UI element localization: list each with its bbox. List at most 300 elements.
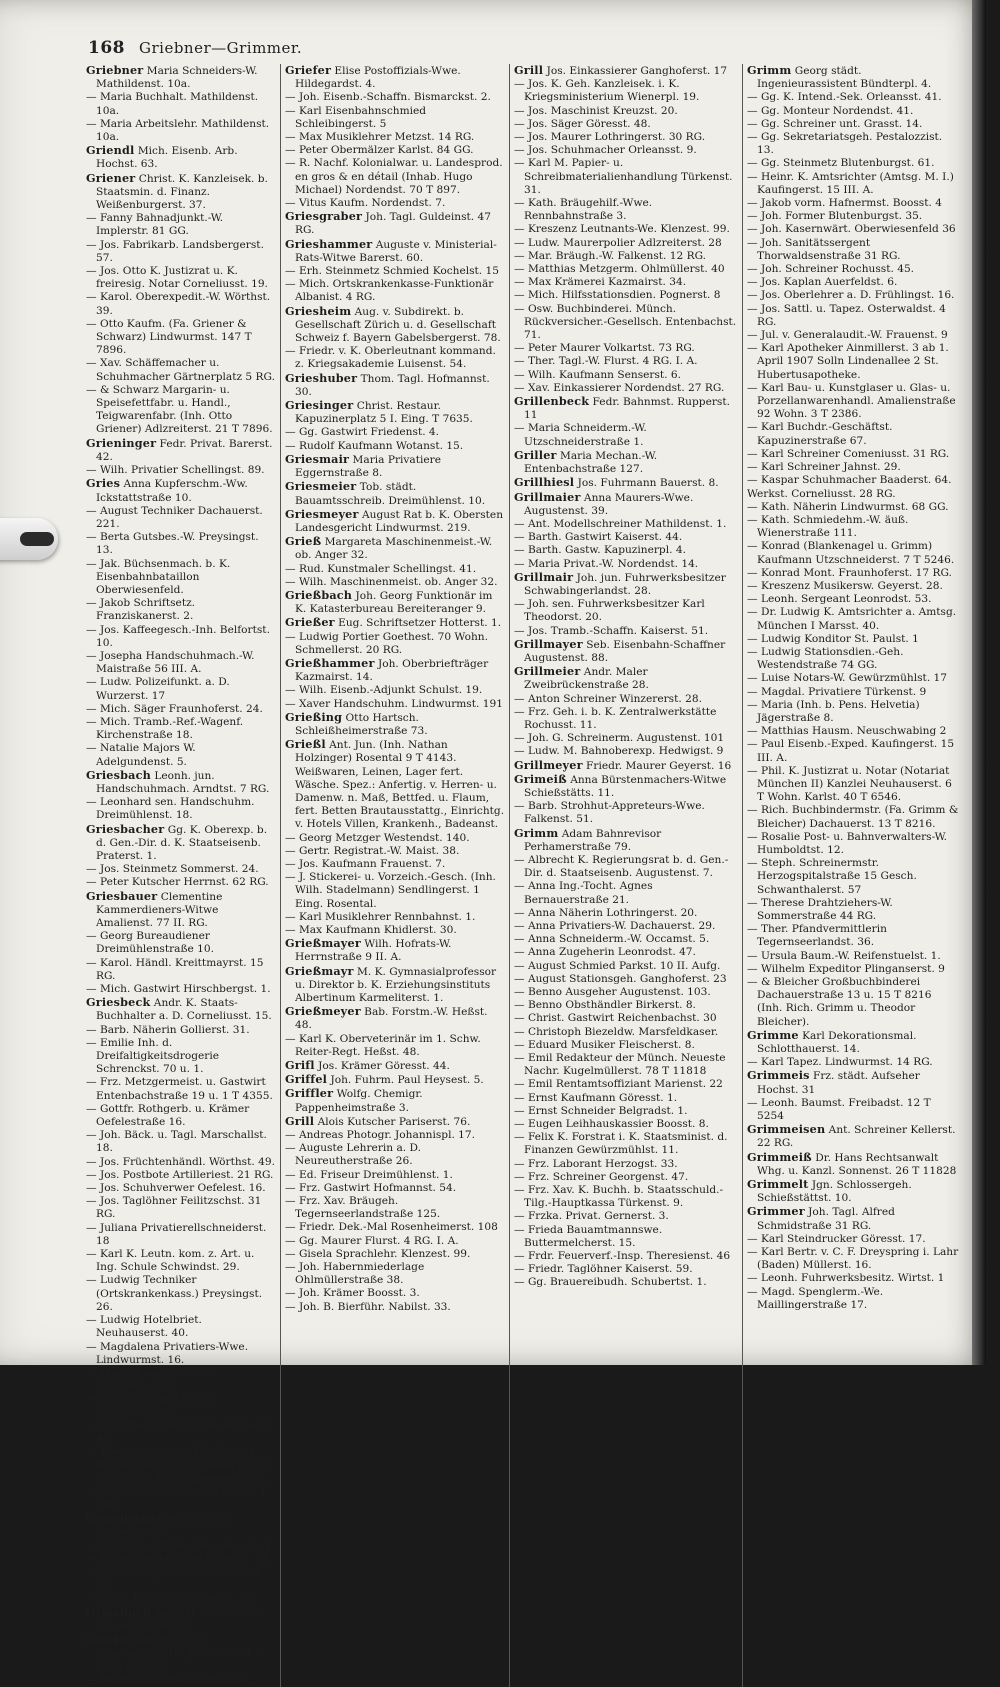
directory-entry-surname	[514, 476, 738, 490]
directory-entry-surname	[285, 1005, 505, 1032]
entry-text: — Ursula Baum.-W. Reifenstuelst. 1.	[747, 949, 941, 962]
entry-text: Karl Dekorationsmal. Schlotthauerst. 14.	[757, 1029, 917, 1056]
entry-text: — Anna Ing.-Tocht. Agnes Bernauerstraße 21.	[514, 880, 653, 906]
entry-text: Christ. K. Kanzleisek. b. Staatsmin. d. Finanz. Weißenburgerst. 37.	[96, 172, 268, 212]
directory-entry	[285, 345, 505, 371]
directory-entry	[86, 863, 276, 876]
surname: Griesberger	[86, 1511, 163, 1526]
entry-text: — Jakob vorm. Hafnermst. Boosst. 4	[747, 197, 942, 210]
directory-entry-surname	[86, 1512, 276, 1539]
directory-entry	[86, 291, 276, 317]
column-divider	[280, 64, 281, 1687]
directory-entry	[747, 1286, 959, 1312]
entry-text: Jos. Einkassierer Ganghoferst. 17	[546, 65, 728, 77]
surname: Grieninger	[86, 435, 157, 450]
entry-text: — Joh. Eisenb.-Schaffn. Bismarckst. 2.	[285, 91, 491, 104]
directory-entry-surname	[86, 172, 276, 213]
entry-text: — Joh. Former Blutenburgst. 35.	[747, 210, 923, 223]
directory-entry	[514, 999, 738, 1012]
entry-text: — Emilie Inh. d. Dreifaltigkeitsdrogerie Schrenckst. 70 u. 1.	[86, 1036, 220, 1076]
entry-text: — Mich. Gastwirt Hirschbergst. 1.	[86, 983, 271, 996]
entry-text: Frz. städt. Aufseher Hochst. 31	[757, 1070, 920, 1096]
running-title: Griebner—Grimmer.	[139, 39, 303, 57]
directory-entry	[86, 1222, 276, 1248]
entry-text: — Karol. Händl. Kreittmayrst. 15 RG.	[86, 956, 264, 982]
directory-entry	[747, 857, 959, 897]
directory-entry	[514, 598, 738, 624]
entry-text: — Gg. Gastwirt Friedenst. 4.	[285, 426, 440, 439]
entry-text: Thom. Tagl. Hofmannst. 30.	[295, 372, 490, 398]
surname: Grimmeis	[747, 1068, 810, 1083]
directory-entry	[86, 676, 276, 702]
directory-entry	[514, 1171, 738, 1184]
surname: Griesmeyer	[285, 506, 359, 521]
entry-text: — Frz. Laborant Herzogst. 33.	[514, 1157, 678, 1170]
entry-text: — Mich. Hilfsstationsdien. Pognerst. 8	[514, 289, 721, 302]
directory-entry	[86, 1420, 276, 1446]
directory-entry	[747, 672, 959, 685]
surname: Grieshammer	[285, 236, 373, 251]
directory-entry	[514, 800, 738, 826]
entry-text: — Maria Kassabotensw. Augustenst. 82	[86, 1366, 214, 1393]
entry-text: — Maria (Inh. b. Pens. Helvetia) Jägerstraße 8.	[747, 698, 920, 724]
entry-text: — Anton Schreiner Winzererst. 28.	[514, 692, 702, 705]
directory-entry	[285, 1301, 505, 1314]
entry-text: — Eugen Leihhauskassier Boosst. 8.	[514, 1118, 709, 1131]
directory-entry-surname	[86, 823, 276, 864]
directory-entry-surname	[514, 759, 738, 773]
entry-text: — Jakob Schriftsetz. Franziskanerst. 2.	[86, 597, 196, 623]
directory-entry	[747, 448, 959, 461]
entry-text: — Gg. Maurer Flurst. 4 RG. I. A.	[285, 1234, 459, 1247]
entry-text: — Mar. Bräugh.-W. Falkenst. 12 RG.	[514, 249, 707, 262]
entry-text: — Karl Musiklehrer Rennbahnst. 1.	[285, 910, 476, 923]
directory-entry	[285, 1261, 505, 1287]
entry-text: Joh. Fuhrm. Paul Heysest. 5.	[330, 1074, 484, 1087]
entry-text: Fedr. Privat. Barerst. 42.	[96, 437, 273, 463]
entry-text: Ant. Schreiner Kellerst. 22 RG.	[757, 1124, 956, 1150]
entry-text: Friedr. Maurer Geyerst. 16	[586, 759, 732, 772]
surname: Gries	[86, 476, 121, 491]
entry-text: — Frzka. Privat. Gernerst. 3.	[514, 1210, 669, 1223]
directory-entry	[514, 960, 738, 973]
directory-entry	[747, 580, 959, 593]
directory-entry	[285, 426, 505, 439]
directory-entry	[514, 907, 738, 920]
entry-text: — Kath. Bräugehilf.-Wwe. Rennbahnstraße 3.	[514, 197, 653, 223]
surname: Grießmeyer	[285, 1004, 361, 1019]
directory-entry	[514, 78, 738, 104]
entry-text: — & Endres (Brambach) Nachf. T 2561	[86, 1485, 267, 1511]
surname: Grifl	[285, 1058, 315, 1073]
directory-entry	[747, 289, 959, 302]
directory-entry	[285, 1195, 505, 1221]
directory-entry	[285, 1129, 505, 1142]
directory-entry	[747, 1233, 959, 1246]
entry-text: — Karl Buchdr.-Geschäftst. Kapuzinerstraße 67.	[747, 421, 893, 447]
entry-text: — Anna Schneiderm.-W. Occamst. 5.	[514, 933, 710, 946]
entry-text: — Frz. Xav. K. Buchh. b. Staatsschuld.-Tilg.-Hauptkassa Türkenst. 9.	[514, 1184, 724, 1210]
entry-text: — Bernh. Bäcker Gollierst. 16.	[86, 1673, 251, 1686]
directory-entry	[285, 832, 505, 845]
directory-entry	[285, 105, 505, 131]
entry-text: — Maria Putzmacherin Augustenst. 82.	[86, 1393, 210, 1419]
entry-text: — Joh. Habernmiederlage Ohlmüllerstraße 38.	[285, 1261, 425, 1287]
directory-entry-surname	[514, 827, 738, 854]
entry-text: — Karl M. Papier- u. Schreibmaterialienhandlung Türkenst. 31.	[514, 157, 733, 196]
entry-text: — Leonh. Baumst. Freibadst. 12 T 5254	[747, 1096, 931, 1123]
directory-entry	[747, 131, 959, 157]
entry-text: Anna Maurers-Wwe. Augustenst. 39.	[524, 491, 694, 517]
entry-text: — Josepha Handschuhmach.-W. Maistraße 56 III. A.	[86, 649, 255, 676]
directory-entry	[747, 804, 959, 830]
entry-text: — Friedr. Dek.-Mal Rosenheimerst. 108	[285, 1221, 498, 1234]
entry-text: — Peter Obermälzer Karlst. 84 GG.	[285, 144, 474, 157]
directory-entry-surname	[514, 665, 738, 692]
directory-entry	[285, 131, 505, 144]
directory-entry	[747, 461, 959, 474]
directory-entry	[86, 1103, 276, 1129]
entry-text: Dr. Hans Rechtsanwalt Whg. u. Kanzl. Sonnenst. 26 T 11828	[757, 1151, 957, 1177]
entry-text: — Wilh. Eisenb.-Adjunkt Schulst. 19.	[285, 684, 483, 697]
entry-text: — & Schwarz Margarin- u. Speisefettfabr. u. Handl., Teigwarenfabr. (Inh. Otto Griener) Adlzreiterst. 21 T 7896.	[86, 383, 273, 436]
directory-entry-surname	[514, 395, 738, 422]
entry-text: — Jos. Maschinist Kreuzst. 20.	[514, 104, 678, 117]
directory-entry	[514, 289, 738, 302]
surname: Griffel	[285, 1072, 328, 1087]
entry-text: — Hans Hausbesitzer Dieselst. 14.	[86, 1552, 272, 1565]
directory-entry	[285, 144, 505, 157]
entry-text: — Therese Drahtziehers-W. Sommerstraße 44 RG.	[747, 896, 893, 922]
surname: Grießbach	[285, 587, 353, 602]
directory-entry	[514, 1131, 738, 1157]
directory-entry	[86, 558, 276, 598]
directory-entry	[514, 250, 738, 263]
directory-entry-surname	[285, 1115, 505, 1129]
surname: Griebner	[86, 63, 144, 77]
directory-entry	[747, 474, 959, 487]
entry-text: — Maria Schneiderm.-W. Utzschneiderstraße 1.	[514, 422, 647, 448]
directory-entry	[285, 1248, 505, 1261]
directory-entry-surname	[285, 657, 505, 684]
entry-text: — Maria Privat.-W. Nordendst. 14.	[514, 557, 699, 570]
entry-text: — Erh. Steinmetz Schmied Kochelst. 15	[285, 265, 500, 278]
directory-entry-surname	[86, 477, 276, 504]
directory-entry	[514, 973, 738, 986]
directory-entry	[514, 531, 738, 544]
directory-entry	[86, 265, 276, 291]
directory-entry	[747, 329, 959, 342]
directory-entry	[86, 1024, 276, 1037]
entry-text: — Xaver Handschuhm. Lindwurmst. 191	[285, 697, 503, 710]
directory-entry	[747, 593, 959, 606]
entry-text: — Benno Ausgeher Augustenst. 103.	[514, 986, 711, 999]
entry-text: — Leonhard sen. Handschuhm. Dreimühlenst. 18.	[86, 796, 255, 822]
entry-text: — Wilh. Kaufmann Senserst. 6.	[514, 368, 682, 381]
directory-entry	[514, 118, 738, 131]
surname: Griesbacher	[86, 821, 165, 836]
directory-entry-surname	[747, 1123, 959, 1150]
directory-entry	[285, 91, 505, 104]
entry-text: — Berta Gutsbes.-W. Preysingst. 13.	[86, 531, 259, 557]
directory-entry	[514, 732, 738, 745]
directory-entry	[86, 703, 276, 716]
directory-entry-surname	[285, 965, 505, 1006]
directory-entry	[285, 631, 505, 657]
page-edge-shadow	[972, 0, 986, 1365]
entry-text: — Georg Metzger Westendst. 140.	[285, 831, 470, 844]
directory-entry	[285, 684, 505, 697]
directory-entry	[514, 105, 738, 118]
entry-text: Auguste v. Ministerial-Rats-Witwe Barerst. 60.	[295, 238, 497, 264]
directory-entry-surname	[285, 238, 505, 265]
entry-text: Maria Schneiders-W. Mathildenst. 10a.	[96, 65, 258, 91]
entry-text: — Konrad Mont. Fraunhoferst. 17 RG.	[747, 566, 952, 579]
entry-text: — Joh. Krämer Boosst. 3.	[285, 1287, 420, 1300]
directory-entry-surname	[285, 937, 505, 964]
surname: Grill	[514, 63, 544, 77]
directory-entry	[514, 946, 738, 959]
entry-text: M. K. Gymnasialprofessor u. Direktor b. K. Erziehungsinstituts Albertinum Karmeliterst. 1.	[295, 965, 497, 1005]
entry-text: — Jos. Postbote Artilleriest. 21 RG.	[86, 1168, 274, 1181]
entry-text: — Kreszenz Musikersw. Geyerst. 28.	[747, 579, 943, 592]
entry-text: Ant. Jun. (Inh. Nathan Holzinger) Rosental 9 T 4143. Weißwaren, Leinen, Lager fert. Wäsche. Spez.: Anfertig. v. Herren- u. Damenw. n. Maß, Bettfed. u. Flaum, fert. Betten Brautausstattg., Einrichtg. v. Hotels Villen, Krankenh., Badeanst.	[295, 739, 505, 831]
surname: Griener	[86, 170, 136, 185]
entry-text: Andr. K. Staats-Buchhalter a. D. Corneliusst. 15.	[96, 997, 272, 1023]
directory-entry	[86, 957, 276, 983]
entry-text: — Joh. G. Schreinerm. Augustenst. 101	[514, 732, 725, 745]
entry-text: — August Stationsgeh. Ganghoferst. 23	[514, 972, 727, 985]
directory-entry-surname	[747, 1069, 959, 1096]
directory-entry	[86, 1674, 276, 1687]
entry-text: — Karl Eisenbahnschmied Schleibingerst. 5	[285, 104, 427, 130]
entry-text: — Gottfr. Rothgerb. u. Krämer Oefelestraße 16.	[86, 1102, 250, 1129]
directory-entry	[86, 624, 276, 650]
directory-entry	[514, 1276, 738, 1289]
directory-entry	[285, 871, 505, 911]
directory-entry	[514, 706, 738, 732]
surname: Grieß	[285, 534, 322, 549]
entry-text: — R. Nachf. Kolonialwar. u. Landesprod. en gros & en détail (Inhab. Hugo Michael) Nordendst. 70 T 897.	[285, 157, 503, 196]
page-number: 168	[88, 38, 125, 58]
directory-entry	[747, 342, 959, 382]
directory-entry	[747, 963, 959, 976]
surname: Grießmayer	[285, 936, 361, 951]
entry-text: — Xav. Schäffemacher u. Schuhmacher Gärtnerplatz 5 RG.	[86, 357, 275, 383]
directory-entry	[747, 210, 959, 223]
column-divider	[742, 64, 743, 1687]
entry-text: — Jos. Maurer Lothringerst. 30 RG.	[514, 131, 706, 144]
directory-entry	[514, 1158, 738, 1171]
directory-entry	[86, 1393, 276, 1419]
directory-entry	[514, 518, 738, 531]
entry-text: — Jos. Taglöhner Feilitzschst. 31 RG.	[86, 1195, 262, 1221]
surname: Griesbauer	[86, 888, 158, 903]
directory-entry	[747, 303, 959, 329]
entry-text: — Jos. K. Geh. Kanzleisek. i. K. Kriegsministerium Wienerpl. 19.	[514, 78, 700, 104]
entry-text: — Frdr. Feuerverf.-Insp. Theresienst. 46	[514, 1250, 731, 1263]
entry-text: — Steph. Schreinermstr. Herzogspitalstraße 15 Gesch. Schwanthalerst. 57	[747, 857, 917, 896]
entry-text: Alois Kutscher Pariserst. 76.	[317, 1115, 471, 1128]
directory-entry	[86, 1182, 276, 1195]
entry-text: — Heinr. K. Amtsrichter (Amtsg. M. I.) Kaufingerst. 15 III. A.	[747, 170, 954, 196]
entry-text: Margareta Maschinenmeist.-W. ob. Anger 32.	[295, 536, 493, 562]
entry-text: — Frz. Geh. i. b. K. Zentralwerkstätte Rochusst. 11.	[514, 705, 717, 731]
entry-text: — Max Musiklehrer Metzst. 14 RG.	[285, 131, 475, 144]
surname: Griller	[514, 447, 557, 462]
entry-text: — Theodor Ofen- u. Herdlagerk. Hoflieferant Utzschneiderst. 2 T 822 Wohn. Utzschneiderst. 12.	[86, 1446, 270, 1485]
directory-entry-surname	[514, 571, 738, 598]
directory-entry	[514, 544, 738, 557]
directory-entry	[747, 382, 959, 422]
entry-text: — Joh. Kasernwärt. Oberwiesenfeld 36	[747, 223, 956, 236]
directory-entry-surname	[285, 711, 505, 738]
entry-text: — & Bleicher Großbuchbinderei Dachauerstraße 13 u. 15 T 8216 (Inh. Rich. Grimm u. Theodor Bleicher).	[747, 976, 932, 1028]
entry-text: — Friedr. Taglöhner Kaiserst. 59.	[514, 1263, 693, 1276]
entry-text: — Mich. Tramb.-Ref.-Wagenf. Kirchenstraße 18.	[86, 715, 244, 742]
surname: Grimmer	[747, 1204, 805, 1219]
directory-entry	[747, 633, 959, 646]
directory-entry	[86, 1540, 276, 1553]
entry-text: — Mich. Ortskrankenkasse-Funktionär Albanist. 4 RG.	[285, 278, 494, 304]
directory-entry	[514, 144, 738, 157]
entry-text: — Jos. Sattl. u. Tapez. Osterwaldst. 4 RG.	[747, 302, 946, 328]
binder-clip	[0, 518, 58, 560]
directory-entry-surname	[514, 638, 738, 665]
entry-text: — Jos. Tramb.-Schaffn. Kaiserst. 51.	[514, 624, 709, 637]
entry-text: — Gertr. Registrat.-W. Maist. 38.	[285, 844, 460, 857]
directory-entry-surname	[285, 738, 505, 831]
surname: Grießer	[285, 615, 335, 630]
directory-entry	[285, 1182, 505, 1195]
binder-clip-slot	[20, 532, 54, 546]
directory-entry	[747, 699, 959, 725]
directory-entry	[514, 157, 738, 197]
directory-entry	[285, 265, 505, 278]
directory-entry	[747, 105, 959, 118]
directory-entry	[747, 765, 959, 805]
directory-entry-surname	[285, 589, 505, 616]
surname: Griesheim	[285, 303, 352, 318]
directory-entry-surname	[747, 64, 959, 91]
surname: Griefer	[285, 63, 332, 77]
directory-entry-surname	[285, 372, 505, 399]
directory-entry	[747, 223, 959, 236]
directory-entry	[514, 276, 738, 289]
entry-text: — Emil Rentamtsoffiziant Marienst. 22	[514, 1078, 723, 1091]
entry-text: — Juliana Privatierellschneiderst. 18	[86, 1221, 267, 1247]
entry-text: — Luise Notars-W. Gewürzmühlst. 17	[747, 672, 948, 685]
entry-text: — Barth. Gastwirt Kaiserst. 44.	[514, 531, 683, 544]
directory-entry	[514, 197, 738, 223]
surname: Grimmeiß	[747, 1149, 812, 1164]
entry-text: — Phil. K. Justizrat u. Notar (Notariat München II) Kanzlei Neuhauserst. 6 T Wohn. Karlst. 40 T 6546.	[747, 764, 952, 804]
directory-entry-surname	[285, 480, 505, 507]
entry-text: — Ludw. Polizeifunkt. a. D. Wurzerst. 17	[86, 676, 230, 702]
directory-entry	[747, 567, 959, 580]
directory-entry-surname	[285, 399, 505, 426]
entry-text: — August Schmied Parkst. 10 II. Aufg.	[514, 959, 721, 972]
entry-text: — Ant. Modellschreiner Mathildenst. 1.	[514, 517, 727, 530]
entry-text: — Ludwig Techniker (Ortskrankenkass.) Preysingst. 26.	[86, 1274, 263, 1313]
directory-entry	[86, 1566, 276, 1592]
entry-text: — Barb. Näherin Gollierst. 31.	[86, 1023, 250, 1036]
directory-entry-surname	[86, 996, 276, 1023]
entry-text: — Gg. Steinmetz Blutenburgst. 61.	[747, 157, 935, 170]
directory-entry-surname	[285, 1073, 505, 1087]
directory-entry-surname	[747, 1029, 959, 1056]
surname: Grieshuber	[285, 370, 358, 385]
directory-entry	[747, 831, 959, 857]
entry-text: Jgn. Schlossergeh. Schießstättst. 10.	[757, 1179, 912, 1205]
entry-text: — Frieda Bauamtmannswe. Buttermelcherst. 15.	[514, 1223, 663, 1249]
entry-text: — Jul. v. Generalaudit.-W. Frauenst. 9	[747, 329, 948, 342]
directory-entry	[747, 197, 959, 210]
entry-text: — Barth. Gastw. Kapuzinerpl. 4.	[514, 544, 686, 557]
surname: Griefer	[86, 1631, 133, 1646]
directory-entry	[747, 606, 959, 632]
directory-entry	[86, 742, 276, 768]
entry-text: Leonh. jun. Handschuhmach. Arndtst. 7 RG.	[96, 769, 270, 795]
entry-text: — Kath. Schmiedehm.-W. äuß. Wienerstraße 111.	[747, 513, 909, 540]
directory-entry	[747, 1097, 959, 1123]
directory-entry	[285, 1221, 505, 1234]
entry-text: — Osw. Buchbinderei. Münch. Rückversicher.-Gesellsch. Entenbachst. 71.	[514, 302, 737, 342]
entry-text: — Anna Privatiers-W. Dachauerst. 29.	[514, 920, 716, 932]
surname: Grießmayr	[285, 963, 354, 978]
entry-text: Wilh. Hofrats-W. Herrnstraße 9 II. A.	[295, 938, 452, 964]
surname: Grimm	[514, 825, 559, 840]
surname: Grillenbeck	[514, 394, 590, 409]
directory-entry	[285, 858, 505, 871]
directory-entry	[86, 796, 276, 822]
directory-entry	[86, 1169, 276, 1182]
directory-entry	[514, 880, 738, 906]
directory-entry	[747, 976, 959, 1029]
directory-entry	[747, 118, 959, 131]
directory-entry-surname	[86, 890, 276, 931]
entry-text: — Mich. Säger Fraunhoferst. 24.	[86, 702, 263, 715]
surname: Griesgraber	[285, 209, 363, 224]
entry-text: — Vitus Kaufm. Nordendst. 7.	[285, 197, 446, 210]
entry-text: — Dr. Ludwig K. Amtsrichter a. Amtsg. München I Marsst. 40.	[747, 606, 957, 632]
entry-text: — Matthias Hausm. Neuschwabing 2	[747, 725, 947, 738]
directory-entry	[747, 488, 959, 501]
entry-text: — Frz. Metzgermeist. u. Gastwirt Entenbachstraße 19 u. 1 T 4355.	[86, 1076, 273, 1102]
surname: Grießhammer	[285, 655, 375, 670]
entry-text: — Kreszenz Leutnants-We. Klenzest. 99.	[514, 223, 730, 236]
entry-text: — Natalie Majors W. Adelgundenst. 5.	[86, 742, 196, 768]
entry-text: Andreas K. II. Staatsanwalt (K. Justizminist.) Bismarckst. 2.	[96, 1633, 259, 1673]
surname: Griffler	[285, 1086, 334, 1101]
directory-entry	[86, 531, 276, 557]
directory-entry	[747, 738, 959, 764]
surname: Grillmair	[514, 569, 574, 584]
entry-text: — Ernst Schneider Belgradst. 1.	[514, 1104, 688, 1117]
column-3	[514, 64, 738, 1687]
directory-entry-surname	[514, 449, 738, 476]
entry-text: Wolfg. Chemigr. Pappenheimstraße 3.	[295, 1088, 423, 1114]
entry-text: Adam Bahnrevisor Perhamerstraße 79.	[524, 827, 662, 853]
entry-text: — Rudolf Kaufmann Wotanst. 15.	[285, 439, 464, 452]
entry-text: Joh. Tagl. Alfred Schmidstraße 31 RG.	[757, 1206, 895, 1232]
surname: Grillmeier	[514, 664, 581, 679]
directory-entry-surname	[514, 773, 738, 800]
entry-text: Elise Postoffizials-Wwe. Hildegardst. 4.	[295, 65, 461, 91]
entry-text: — Karol. Oberexpedit.-W. Wörthst. 39.	[86, 291, 271, 317]
entry-text: Bab. Forstm.-W. Heßst. 48.	[295, 1006, 488, 1032]
directory-entry	[747, 950, 959, 963]
